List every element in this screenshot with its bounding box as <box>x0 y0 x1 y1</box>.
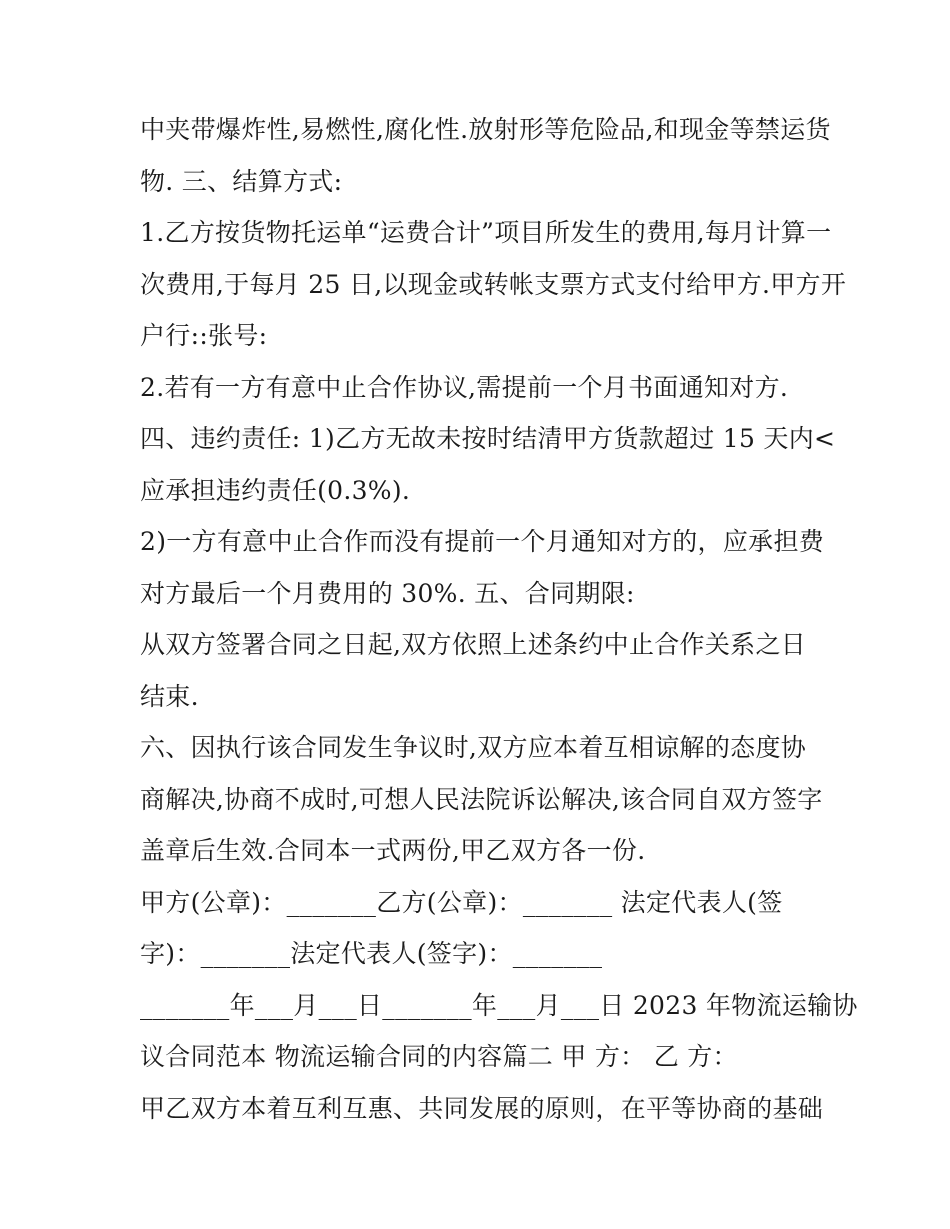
text-line: 甲乙双方本着互利互惠、共同发展的原则，在平等协商的基础 <box>140 1093 824 1123</box>
text-line: 从双方签署合同之日起,双方依照上述条约中止合作关系之日 <box>140 630 807 659</box>
text-line: 应承担违约责任(0.3%). <box>140 475 411 505</box>
document-body <box>140 104 858 1134</box>
text-line: 甲方(公章)：_______乙方(公章)：_______ 法定代表人(签 <box>140 887 783 917</box>
text-line: 六、因执行该合同发生争议时,双方应本着互相谅解的态度协 <box>140 733 807 762</box>
text-line: 次费用,于每月 25 日,以现金或转帐支票方式支付给甲方.甲方开 <box>140 269 847 299</box>
text-line: 对方最后一个月费用的 30%. 五、合同期限: <box>140 578 635 608</box>
text-line: 四、违约责任: 1)乙方无故未按时结清甲方货款超过 15 天内< <box>140 424 836 453</box>
text-line: 议合同范本 物流运输合同的内容篇二 甲 方： 乙 方： <box>140 1042 738 1071</box>
text-line: 2)一方有意中止合作而没有提前一个月通知对方的，应承担费 <box>140 527 825 556</box>
text-line: 2.若有一方有意中止合作协议,需提前一个月书面通知对方. <box>140 372 789 402</box>
text-line: 字)：_______法定代表人(签字)：_______ <box>140 939 603 968</box>
text-line: _______年___月___日_______年___月___日 2023 年物流运输协 <box>140 990 858 1020</box>
text-line: 1.乙方按货物托运单“运费合计”项目所发生的费用,每月计算一 <box>140 218 832 247</box>
text-line: 户行::张号: <box>140 321 268 350</box>
text-line: 商解决,协商不成时,可想人民法院诉讼解决,该合同自双方签字 <box>140 784 823 814</box>
text-line: 物. 三、结算方式: <box>140 166 343 196</box>
text-line: 盖章后生效.合同本一式两份,甲乙双方各一份. <box>140 836 646 865</box>
text-line: 结束. <box>140 681 199 711</box>
text-line: 中夹带爆炸性,易燃性,腐化性.放射形等危险品,和现金等禁运货 <box>140 115 831 144</box>
